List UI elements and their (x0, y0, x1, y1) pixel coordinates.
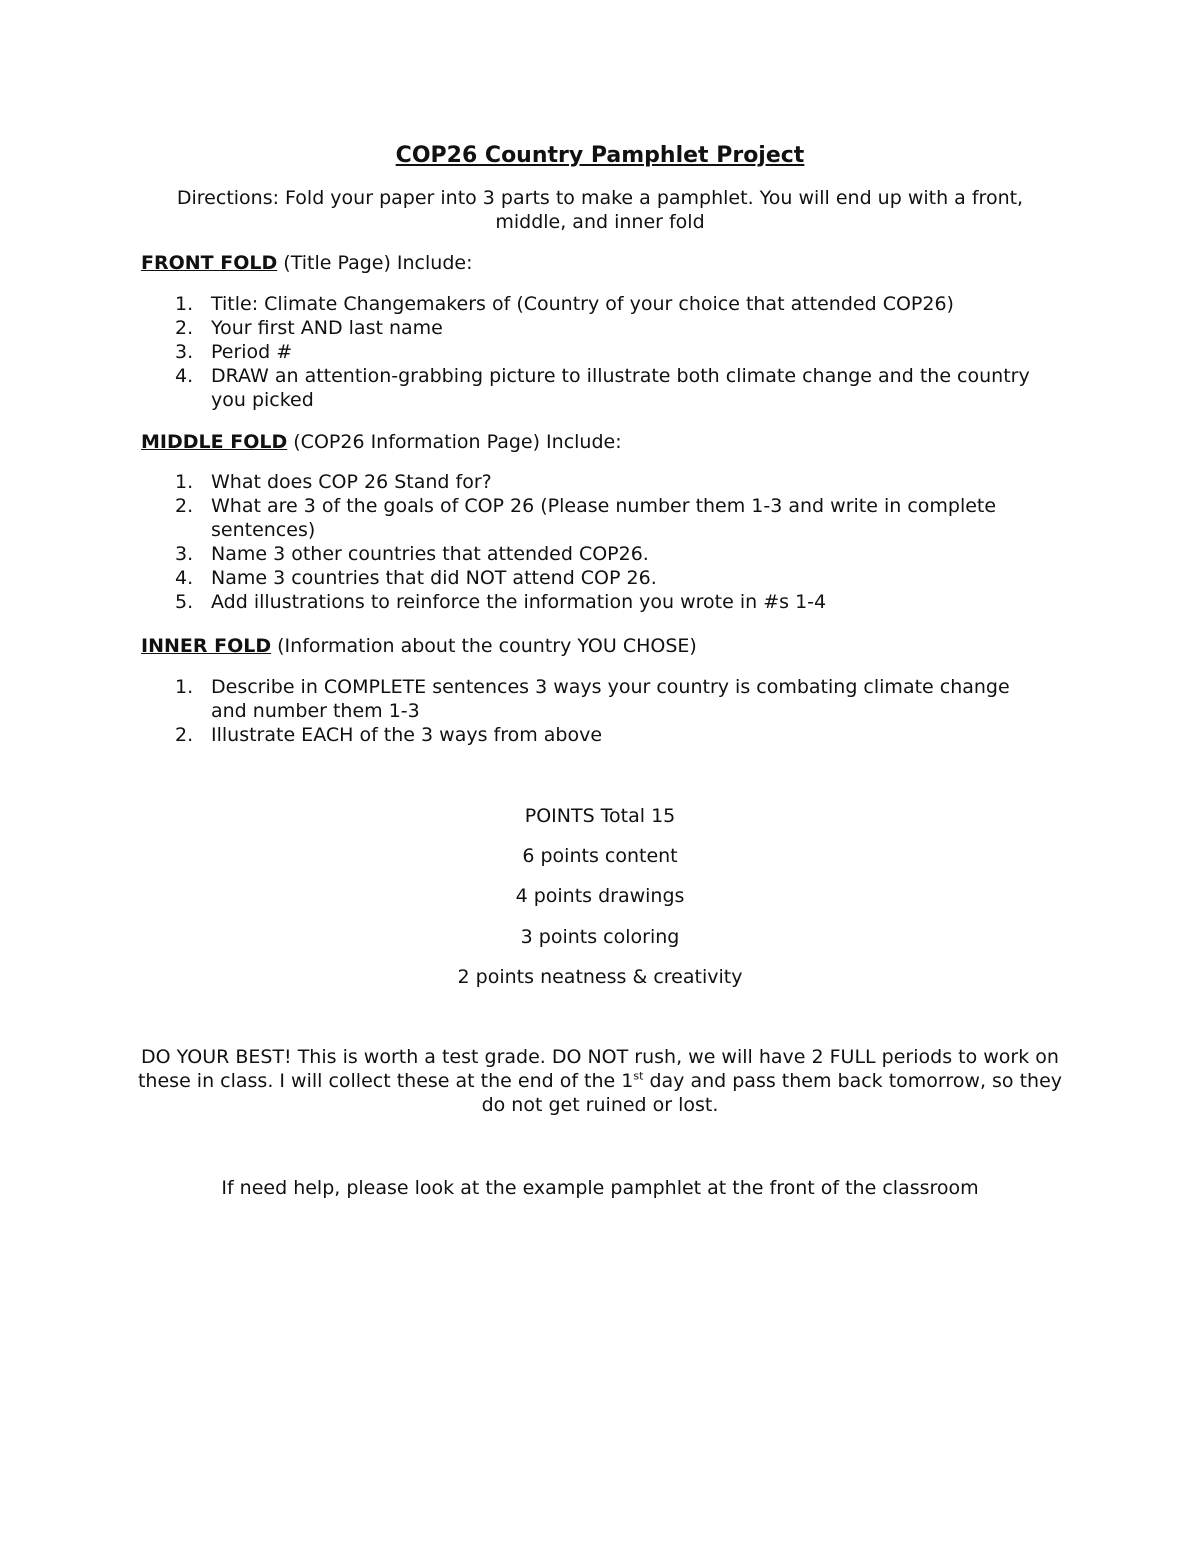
list-item-number: 1. (175, 293, 194, 315)
list-item (141, 364, 1041, 412)
middle-fold-list (141, 470, 1041, 614)
inner-fold-description: (Information about the country YOU CHOSE) (271, 635, 697, 657)
list-item-number: 3. (175, 543, 194, 565)
closing-text-end: day and pass them back tomorrow, so they do not get ruined or lost. (481, 1070, 1063, 1116)
list-item (141, 316, 1041, 340)
list-item (141, 292, 1041, 316)
list-item-text: Name 3 countries that did NOT attend COP 26. (211, 567, 657, 589)
list-item-text: Title: Climate Changemakers of (Country of your choice that attended COP26) (211, 293, 954, 315)
list-item (141, 723, 1041, 747)
points-coloring: 3 points coloring (520, 926, 680, 948)
list-item-number: 3. (175, 341, 194, 363)
front-fold-label: FRONT FOLD (141, 252, 278, 274)
list-item-number: 2. (175, 724, 194, 746)
page-title: COP26 Country Pamphlet Project (395, 143, 805, 168)
help-note: If need help, please look at the example pamphlet at the front of the classroom (221, 1177, 979, 1199)
front-fold-heading (141, 251, 472, 275)
list-item-text: Illustrate EACH of the 3 ways from above (211, 724, 603, 746)
list-item-number: 4. (175, 567, 194, 589)
list-item (141, 590, 1041, 614)
points-total: POINTS Total 15 (524, 805, 676, 827)
list-item-text: Name 3 other countries that attended COP26. (211, 543, 649, 565)
list-item-number: 1. (175, 471, 194, 493)
list-item-text: Period # (211, 341, 293, 363)
closing-text-start: DO YOUR BEST! This is worth a test grade. DO NOT rush, we will have 2 FULL periods to work on these in class. I will collect these at the end of the 1 (137, 1046, 1059, 1092)
list-item (141, 566, 1041, 590)
list-item (141, 494, 1041, 542)
front-fold-description: (Title Page) Include: (277, 252, 473, 274)
list-item (141, 675, 1041, 723)
list-item-text: What are 3 of the goals of COP 26 (Please number them 1-3 and write in complete sentences) (211, 495, 997, 541)
closing-superscript: st (633, 1069, 644, 1083)
points-neatness: 2 points neatness & creativity (457, 966, 743, 988)
front-fold-list (141, 292, 1041, 412)
list-item-text: Your first AND last name (211, 317, 443, 339)
inner-fold-list (141, 675, 1041, 747)
list-item-text: Describe in COMPLETE sentences 3 ways your country is combating climate change and number them 1-3 (211, 676, 1010, 722)
inner-fold-label: INNER FOLD (141, 635, 272, 657)
middle-fold-label: MIDDLE FOLD (141, 431, 288, 453)
list-item-number: 5. (175, 591, 194, 613)
list-item-number: 2. (175, 317, 194, 339)
list-item-text: What does COP 26 Stand for? (211, 471, 492, 493)
middle-fold-description: (COP26 Information Page) Include: (287, 431, 622, 453)
inner-fold-heading (141, 634, 697, 658)
list-item-number: 4. (175, 365, 194, 387)
points-content: 6 points content (522, 845, 678, 867)
list-item-number: 2. (175, 495, 194, 517)
list-item-text: Add illustrations to reinforce the information you wrote in #s 1-4 (211, 591, 827, 613)
list-item-number: 1. (175, 676, 194, 698)
closing-paragraph (130, 1045, 1070, 1117)
list-item (141, 340, 1041, 364)
directions-text: Directions: Fold your paper into 3 parts to make a pamphlet. You will end up with a front, middle, and inner fold (176, 187, 1024, 233)
list-item-text: DRAW an attention-grabbing picture to illustrate both climate change and the country you picked (211, 365, 1030, 411)
list-item (141, 470, 1041, 494)
points-drawings: 4 points drawings (515, 885, 685, 907)
list-item (141, 542, 1041, 566)
middle-fold-heading (141, 430, 622, 454)
